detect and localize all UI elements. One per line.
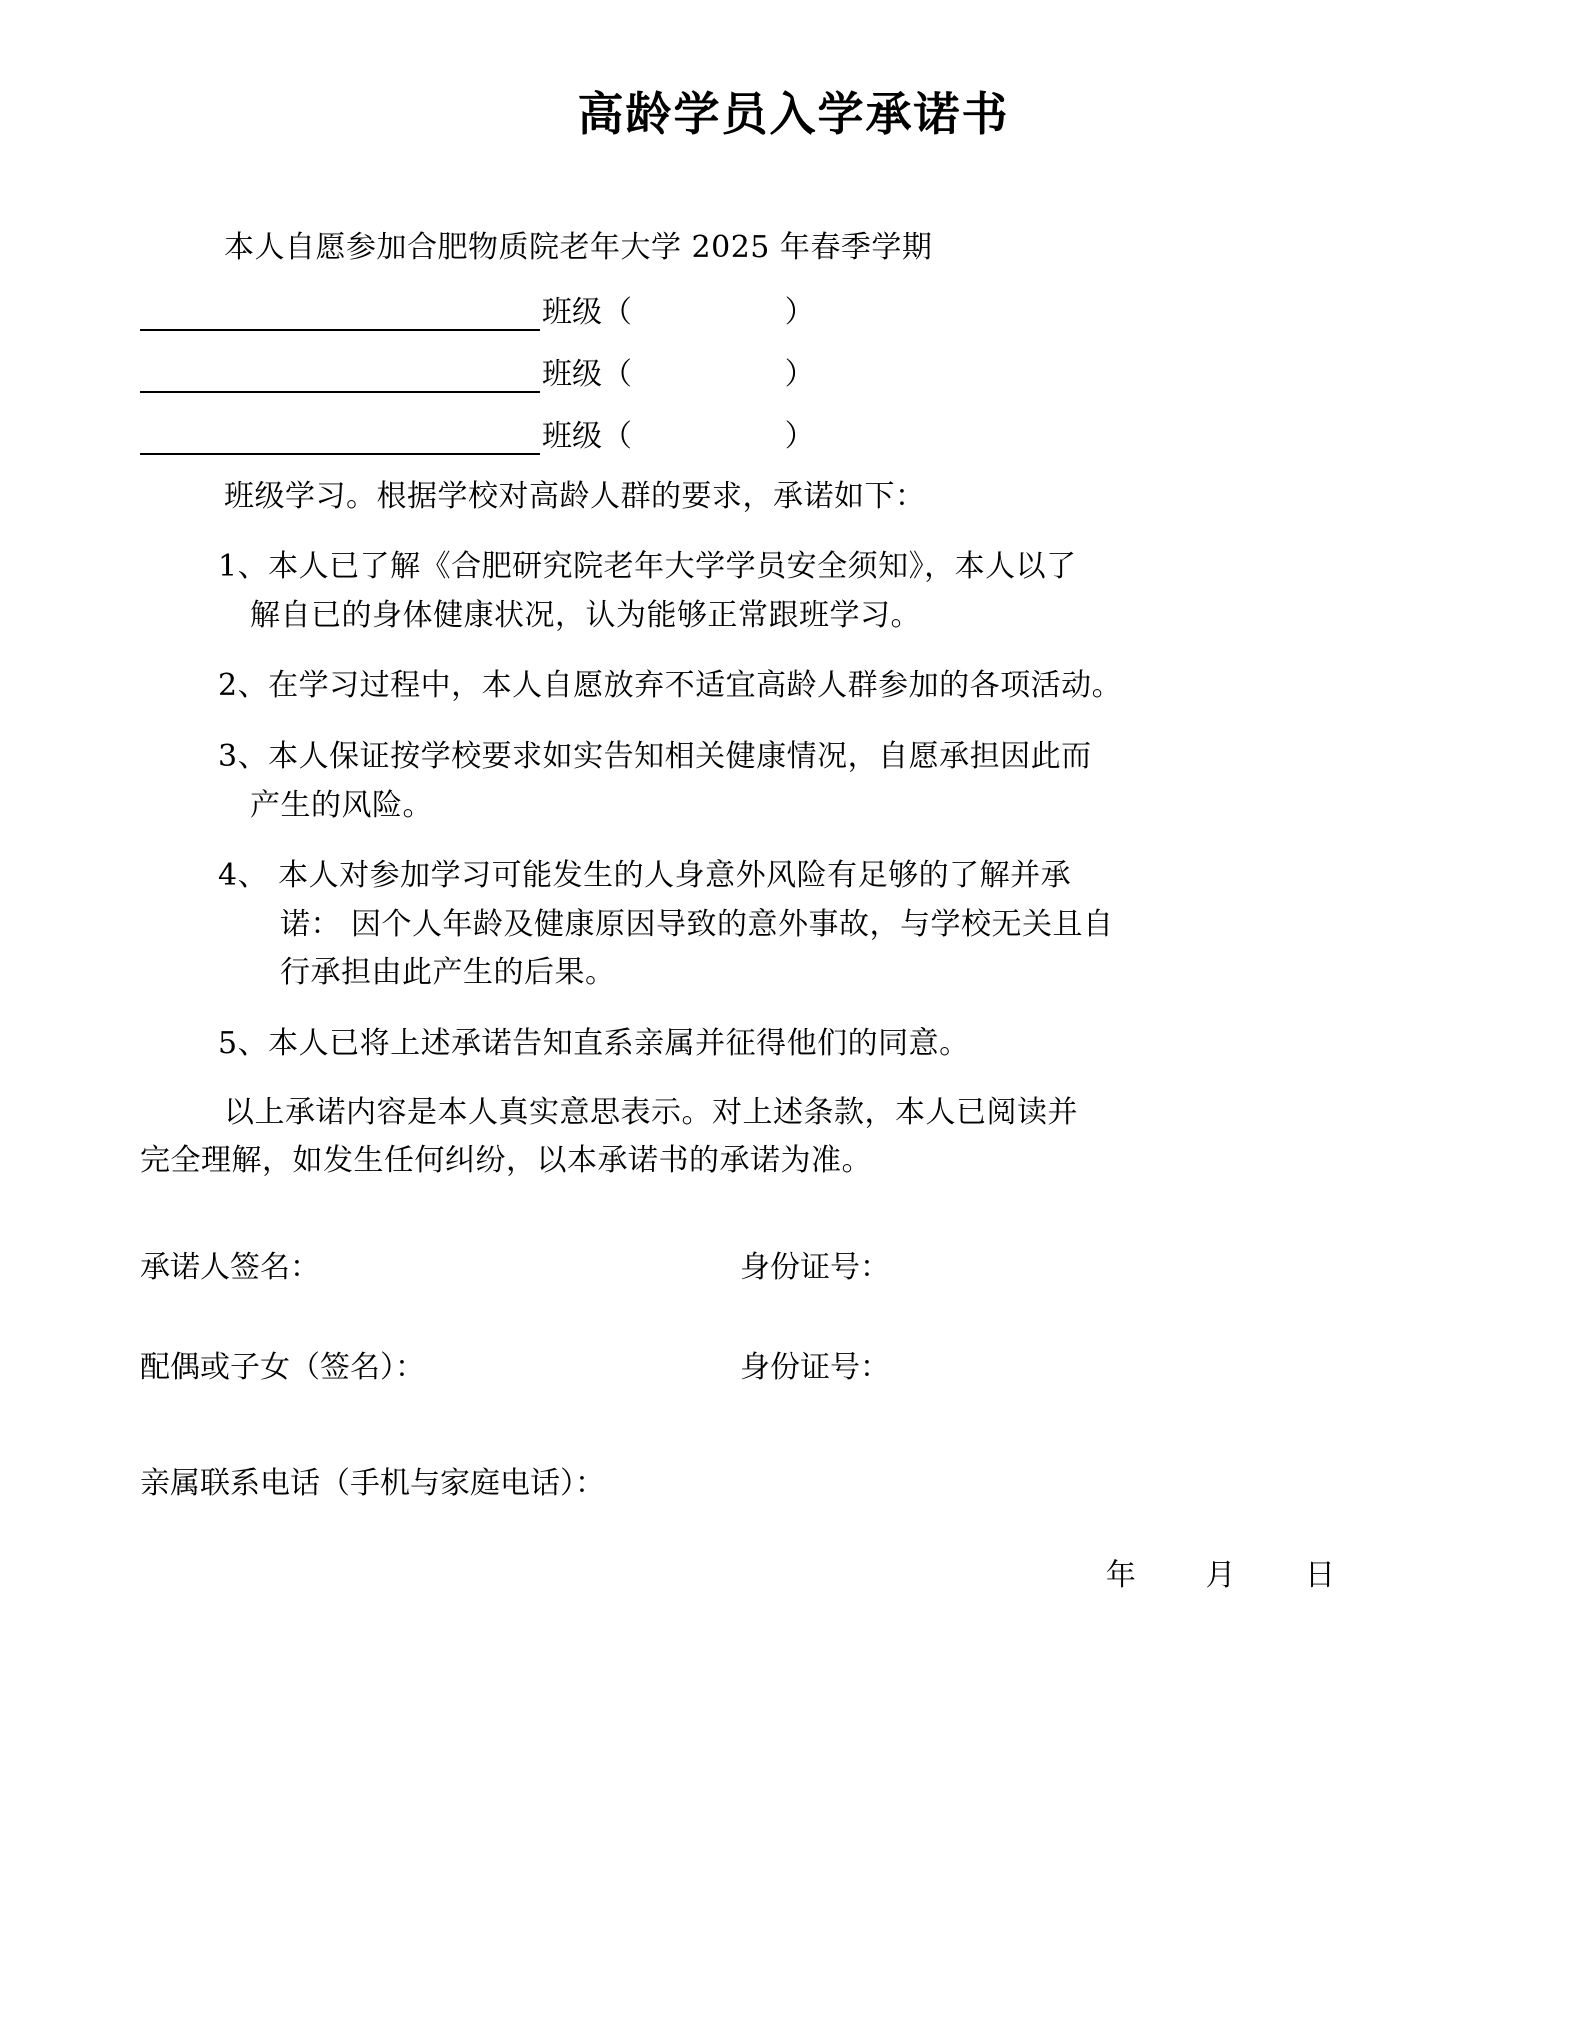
class-row (140, 349, 1447, 393)
commitment-item-3-line-1: 3、本人保证按学校要求如实告知相关健康情况，自愿承担因此而 (218, 738, 1092, 774)
document-page (0, 78, 1587, 2024)
commitment-item-1-line-1: 1、本人已了解《合肥研究院老年大学学员安全须知》，本人以了 (218, 549, 1077, 585)
commitment-item-4-line-2: 诺： 因个人年龄及健康原因导致的意外事故，与学校无关且自 (280, 906, 1114, 942)
promisor-signature-row (140, 1242, 1447, 1286)
class-blank-list (140, 287, 1447, 455)
closing-paragraph-line-1: 以上承诺内容是本人真实意思表示。对上述条款，本人已阅读并 (224, 1094, 1078, 1130)
commitment-item-4-line-1: 4、 本人对参加学习可能发生的人身意外风险有足够的了解并承 (218, 858, 1072, 894)
closing-paragraph-line-2: 完全理解，如发生任何纠纷，以本承诺书的承诺为准。 (140, 1143, 872, 1179)
commitment-item-1-line-2: 解自已的身体健康状况，认为能够正常跟班学习。 (250, 597, 921, 633)
class-name-blank-1[interactable] (140, 299, 540, 331)
class-label-2: 班级（ ） (542, 356, 815, 392)
relative-signature-row (140, 1342, 1447, 1386)
intro-paragraph: 本人自愿参加合肥物质院老年大学 2025 年春季学期 (224, 230, 933, 265)
class-name-blank-2[interactable] (140, 361, 540, 393)
date-day-label: 日 (1305, 1557, 1337, 1593)
class-name-blank-3[interactable] (140, 423, 540, 455)
lead-in-paragraph: 班级学习。根据学校对高龄人群的要求，承诺如下： (224, 478, 926, 514)
commitment-item-5-line-1: 5、本人已将上述承诺告知直系亲属并征得他们的同意。 (218, 1025, 970, 1061)
commitment-item-2-line-1: 2、在学习过程中，本人自愿放弃不适宜高龄人群参加的各项活动。 (218, 668, 1123, 704)
class-row (140, 287, 1447, 331)
commitment-item-4-line-3: 行承担由此产生的后果。 (280, 955, 616, 991)
promisor-id-label: 身份证号： (740, 1249, 890, 1285)
page-title: 高龄学员入学承诺书 (577, 87, 1010, 141)
relative-phone-label: 亲属联系电话（手机与家庭电话）： (140, 1465, 605, 1501)
date-year-label: 年 (1105, 1557, 1138, 1593)
promisor-signature-label: 承诺人签名： (140, 1249, 320, 1285)
relative-id-label: 身份证号： (740, 1349, 890, 1385)
commitment-item-3-line-2: 产生的风险。 (250, 787, 433, 823)
class-label-3: 班级（ ） (542, 418, 815, 454)
class-row (140, 411, 1447, 455)
date-line (140, 1550, 1447, 1594)
date-month-label: 月 (1205, 1557, 1238, 1593)
class-label-1: 班级（ ） (542, 294, 815, 330)
relative-signature-label: 配偶或子女（签名）： (140, 1349, 425, 1385)
